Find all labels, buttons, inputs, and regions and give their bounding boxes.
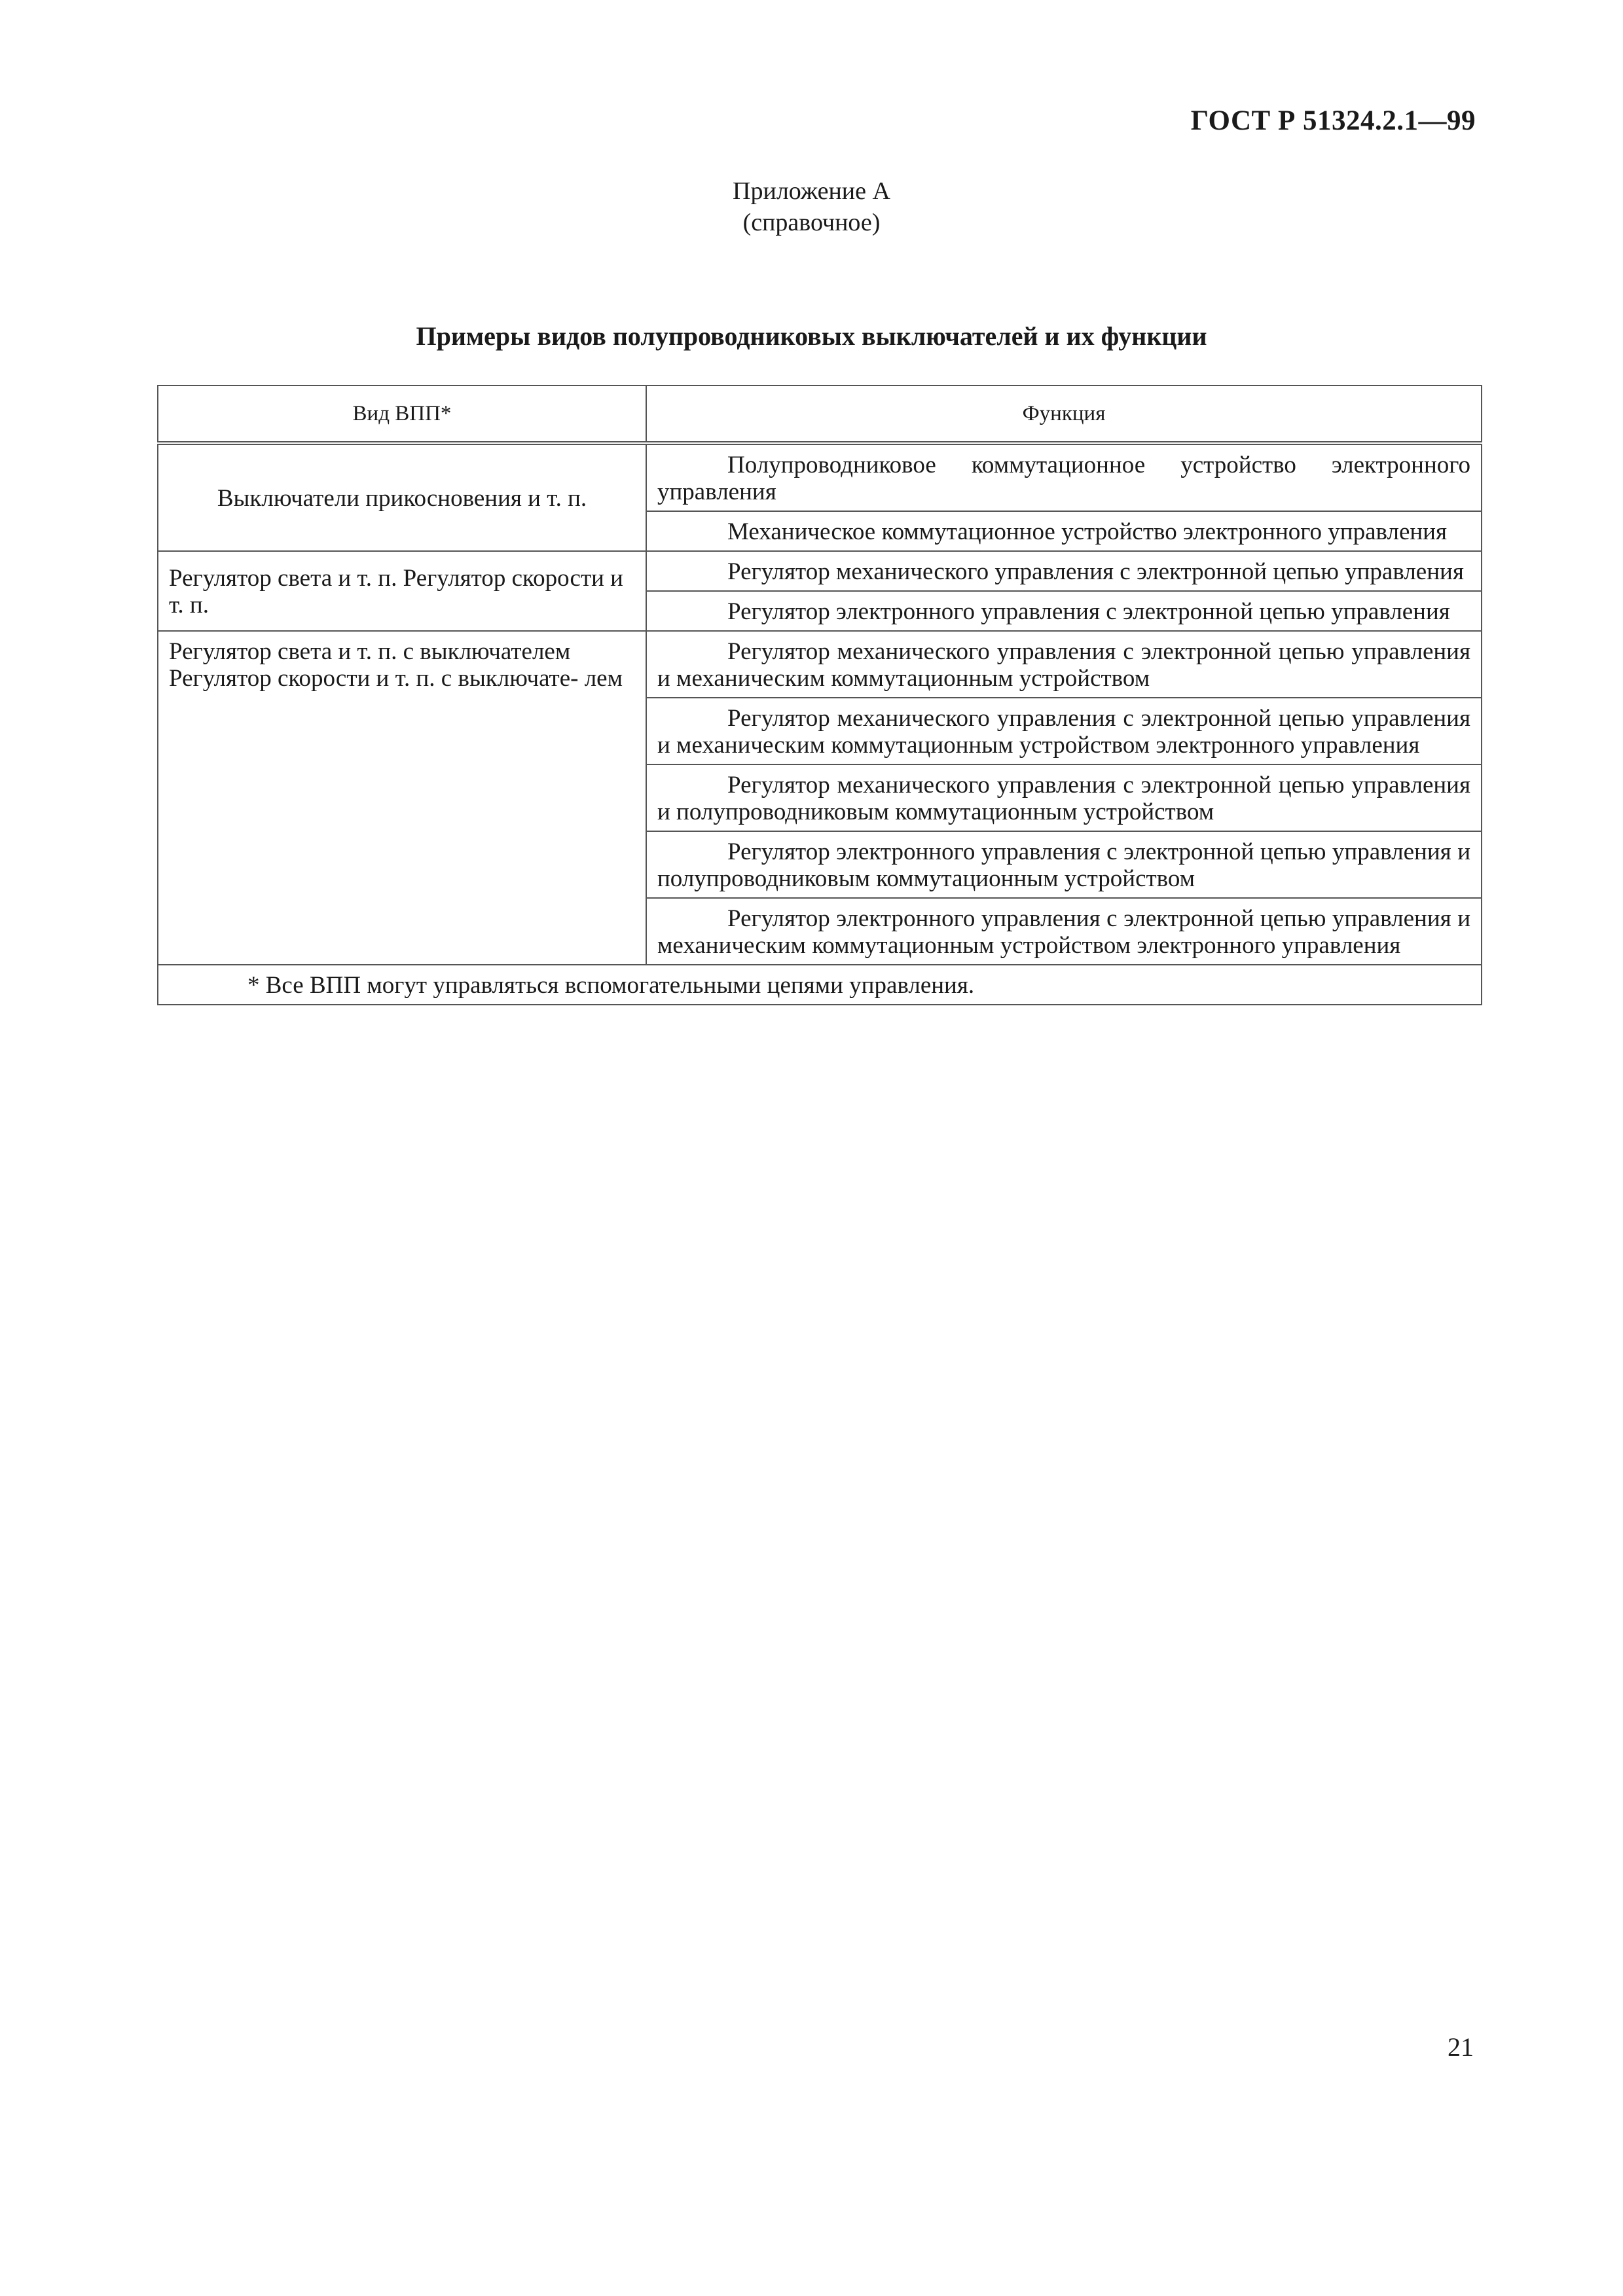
function-cell: Регулятор механического управления с электронной цепью управления и полупроводниковым коммутационным устройством — [646, 764, 1482, 831]
table-header-row — [158, 386, 1482, 443]
kind-text: Выключатели прикосновения и т. п. — [217, 485, 587, 512]
function-cell: Механическое коммутационное устройство электронного управления — [646, 511, 1482, 551]
function-cell: Регулятор электронного управления с электронной цепью управления — [646, 591, 1482, 631]
switch-types-table — [157, 385, 1482, 1005]
kind-cell — [158, 551, 646, 631]
kind-text: лем — [584, 665, 623, 692]
table-row — [158, 443, 1482, 511]
column-header-kind: Вид ВПП* — [158, 386, 646, 443]
function-cell: Регулятор механического управления с электронной цепью управления — [646, 551, 1482, 591]
function-cell: Регулятор электронного управления с электронной цепью управления и полупроводниковым коммутационным устройством — [646, 831, 1482, 898]
kind-text: Регулятор света и т. п. — [169, 565, 397, 592]
page-number: 21 — [1448, 2032, 1474, 2062]
table-title: Примеры видов полупроводниковых выключателей и их функции — [416, 321, 1207, 351]
function-cell: Регулятор электронного управления с электронной цепью управления и механическим коммутационным устройством электронного управления — [646, 898, 1482, 965]
table-row — [158, 631, 1482, 698]
kind-text: Регулятор скорости и т. п. с выключате- — [169, 665, 579, 692]
footnote-row — [158, 965, 1482, 1005]
document-code: ГОСТ Р 51324.2.1—99 — [1190, 105, 1476, 136]
function-cell: Регулятор механического управления с электронной цепью управления и механическим коммутационным устройством электронного управления — [646, 698, 1482, 764]
kind-cell — [158, 631, 646, 965]
table-row — [158, 551, 1482, 591]
column-header-function: Функция — [646, 386, 1482, 443]
kind-cell — [158, 443, 646, 551]
table-footnote: * Все ВПП могут управляться вспомогательными цепями управления. — [158, 965, 1482, 1005]
appendix-subtitle: (справочное) — [742, 209, 881, 236]
kind-text: Регулятор света и т. п. с выключателем — [169, 638, 571, 665]
appendix-heading — [0, 175, 1623, 238]
function-cell: Полупроводниковое коммутационное устройство электронного управления — [646, 443, 1482, 511]
kind-text: Регулятор скорости и т. п. — [169, 565, 623, 619]
function-cell: Регулятор механического управления с электронной цепью управления и механическим коммутационным устройством — [646, 631, 1482, 698]
appendix-title: Приложение А — [733, 177, 890, 205]
